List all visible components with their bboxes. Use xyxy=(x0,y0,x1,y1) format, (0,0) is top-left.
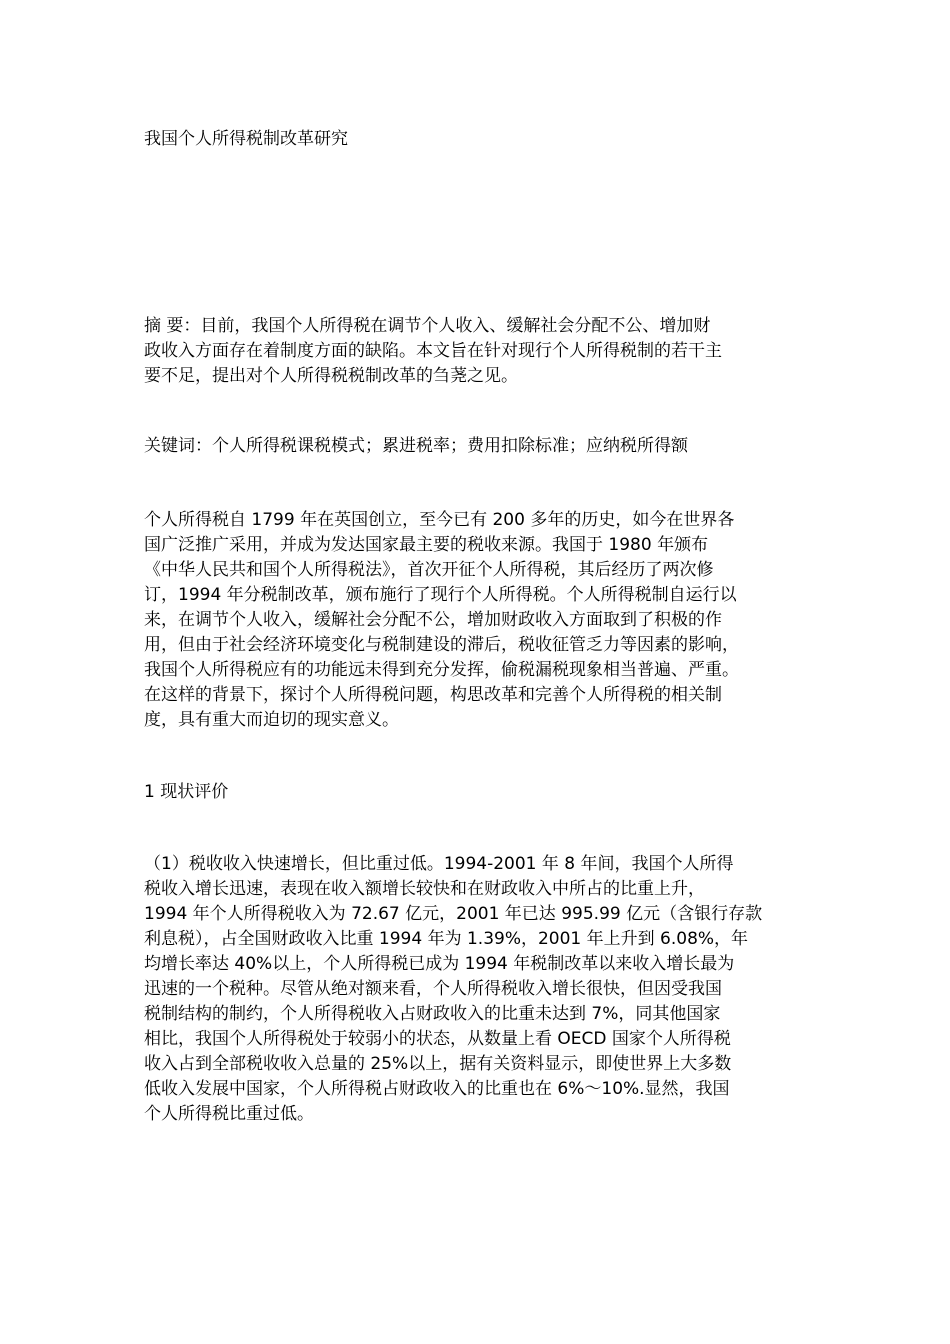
paragraph-line: 税制结构的制约，个人所得税收入占财政收入的比重未达到 7%，同其他国家 xyxy=(144,1004,721,1024)
abstract-paragraph xyxy=(144,314,809,389)
intro-line: 《中华人民共和国个人所得税法》，首次开征个人所得税，其后经历了两次修 xyxy=(144,560,714,580)
paragraph-line: 低收入发展中国家，个人所得税占财政收入的比重也在 6%～10%.显然，我国 xyxy=(144,1079,730,1099)
section-heading xyxy=(144,780,809,805)
intro-line: 用，但由于社会经济环境变化与税制建设的滞后，税收征管乏力等因素的影响， xyxy=(144,635,739,655)
intro-line: 我国个人所得税应有的功能远未得到充分发挥，偷税漏税现象相当普遍、严重。 xyxy=(144,660,739,680)
intro-line: 国广泛推广采用，并成为发达国家最主要的税收来源。我国于 1980 年颁布 xyxy=(144,535,709,555)
intro-line: 在这样的背景下，探讨个人所得税问题，构思改革和完善个人所得税的相关制 xyxy=(144,685,722,705)
paragraph-line: 收入占到全部税收收入总量的 25%以上，据有关资料显示，即使世界上大多数 xyxy=(144,1054,732,1074)
keywords-paragraph xyxy=(144,434,809,459)
abstract-line: 政收入方面存在着制度方面的缺陷。本文旨在针对现行个人所得税制的若干主 xyxy=(144,341,722,361)
paragraph-line: 个人所得税比重过低。 xyxy=(144,1104,314,1124)
paragraph-line: 1994 年个人所得税收入为 72.67 亿元，2001 年已达 995.99 亿元（含银行存款 xyxy=(144,904,763,924)
intro-line: 来，在调节个人收入，缓解社会分配不公，增加财政收入方面取到了积极的作 xyxy=(144,610,722,630)
paragraph-line: 均增长率达 40%以上，个人所得税已成为 1994 年税制改革以来收入增长最为 xyxy=(144,954,735,974)
abstract-line: 要不足，提出对个人所得税税制改革的刍荛之见。 xyxy=(144,366,518,386)
paragraph-line: 利息税），占全国财政收入比重 1994 年为 1.39%，2001 年上升到 6.08%，年 xyxy=(144,929,749,949)
keywords-line: 关键词：个人所得税课税模式；累进税率；费用扣除标准；应纳税所得额 xyxy=(144,436,688,456)
section-heading-text: 1 现状评价 xyxy=(144,782,229,802)
abstract-line: 摘 要：目前，我国个人所得税在调节个人收入、缓解社会分配不公、增加财 xyxy=(144,316,711,336)
paragraph-line: 相比，我国个人所得税处于较弱小的状态，从数量上看 OECD 国家个人所得税 xyxy=(144,1029,731,1049)
paragraph-line: 税收入增长迅速，表现在收入额增长较快和在财政收入中所占的比重上升， xyxy=(144,879,705,899)
intro-line: 个人所得税自 1799 年在英国创立，至今已有 200 多年的历史，如今在世界各 xyxy=(144,510,735,530)
section-1-paragraph xyxy=(144,852,809,1127)
intro-paragraph xyxy=(144,508,809,733)
intro-line: 度，具有重大而迫切的现实意义。 xyxy=(144,710,399,730)
intro-line: 订，1994 年分税制改革，颁布施行了现行个人所得税。个人所得税制自运行以 xyxy=(144,585,737,605)
paragraph-line: 迅速的一个税种。尽管从绝对额来看，个人所得税收入增长很快，但因受我国 xyxy=(144,979,722,999)
title-text: 我国个人所得税制改革研究 xyxy=(144,129,348,149)
paragraph-line: （1）税收收入快速增长，但比重过低。1994-2001 年 8 年间，我国个人所得 xyxy=(144,854,734,874)
document-title xyxy=(144,127,809,152)
